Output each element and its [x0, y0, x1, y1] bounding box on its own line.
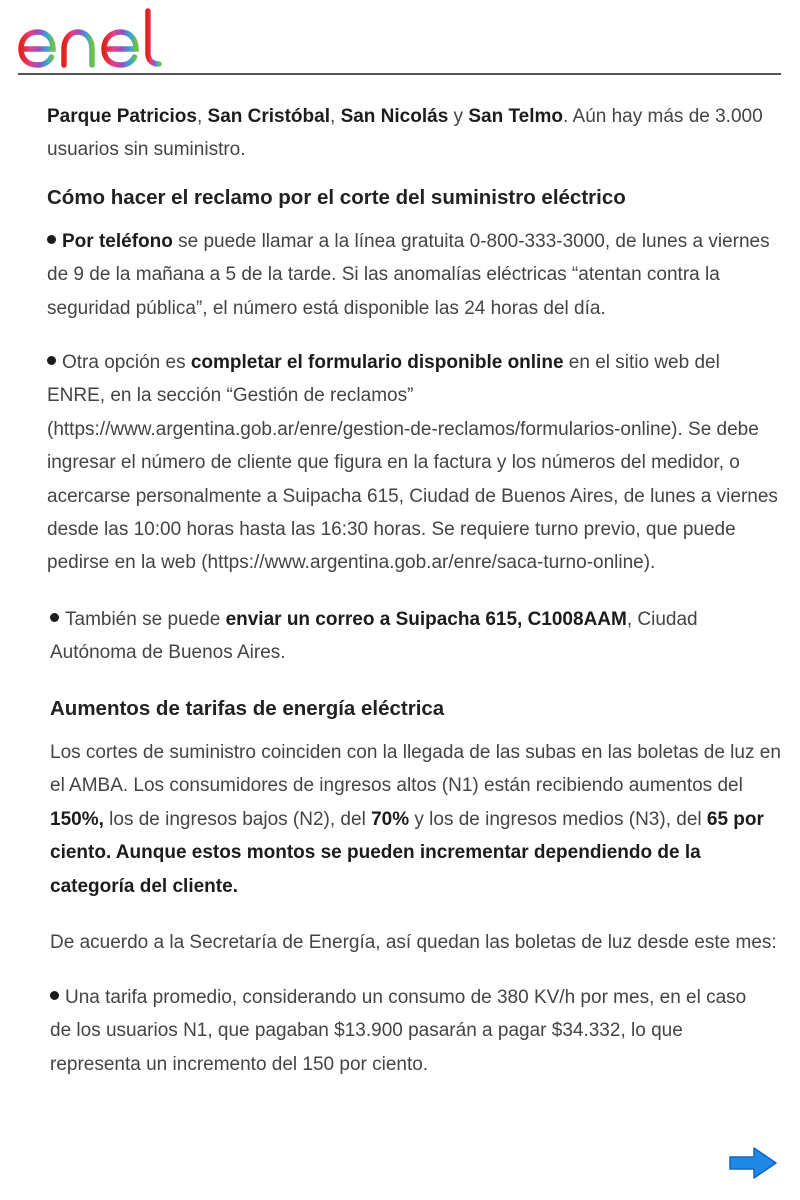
heading-aumentos: Aumentos de tarifas de energía eléctrica — [50, 697, 445, 720]
neighborhood-san-telmo: San Telmo — [468, 106, 564, 127]
header — [0, 0, 800, 76]
bullet-dot-icon — [47, 235, 56, 244]
header-divider — [18, 73, 781, 75]
enel-logo — [16, 8, 181, 70]
arrow-right-icon[interactable] — [727, 1145, 779, 1181]
bullet-telefono: Por teléfono se puede llamar a la línea gratuita 0-800-333-3000, de lunes a viernes de 9 de la mañana a 5 de la tarde. Si las anomalías eléctricas “atentan contra la seguridad pública”, el número está disponible las 24 horas del día. — [47, 231, 770, 319]
neighborhood-san-cristobal: San Cristóbal — [207, 106, 330, 127]
secretaria-paragraph: De acuerdo a la Secretaría de Energía, así quedan las boletas de luz desde este mes: — [50, 932, 777, 953]
bullet-online: Otra opción es completar el formulario disponible online en el sitio web del ENRE, en la sección “Gestión de reclamos” (https://www.argentina.gob.ar/enre/gestion-de-reclamos/formularios-online). Se debe ingresar el número de cliente que figura en la factura y los números del medidor, o acercarse personalmente a Suipacha 615, Ciudad de Buenos Aires, de lunes a viernes desde las 10:00 horas hasta las 16:30 horas. Se requiere turno previo, que puede pedirse en la web (https://www.argentina.gob.ar/enre/saca-turno-online). — [47, 352, 778, 574]
aumentos-paragraph: Los cortes de suministro coinciden con la llegada de las subas en las boletas de luz en el AMBA. Los consumidores de ingresos altos (N1) están recibiendo aumentos del 150%, los de ingresos bajos (N2), del 70% y los de ingresos medios (N3), del 65 por ciento. Aunque estos montos se pueden incrementar dependiendo de la categoría del cliente. — [50, 742, 781, 897]
bullet-dot-icon — [47, 356, 56, 365]
bullet-correo: También se puede enviar un correo a Suipacha 615, C1008AAM, Ciudad Autónoma de Buenos Aires. — [50, 609, 698, 664]
neighborhood-parque-patricios: Parque Patricios — [47, 106, 197, 127]
intro-paragraph: Parque Patricios, San Cristóbal, San Nicolás y San Telmo. Aún hay más de 3.000 usuarios sin suministro. — [47, 106, 763, 161]
neighborhood-san-nicolas: San Nicolás — [340, 106, 449, 127]
bullet-tarifa: Una tarifa promedio, considerando un consumo de 380 KV/h por mes, en el caso de los usuarios N1, que pagaban $13.900 pasarán a pagar $34.332, lo que representa un incremento del 150 por ciento. — [50, 987, 747, 1075]
bullet-dot-icon — [50, 991, 59, 1000]
heading-reclamo: Cómo hacer el reclamo por el corte del suministro eléctrico — [47, 186, 626, 209]
bullet-dot-icon — [50, 613, 59, 622]
